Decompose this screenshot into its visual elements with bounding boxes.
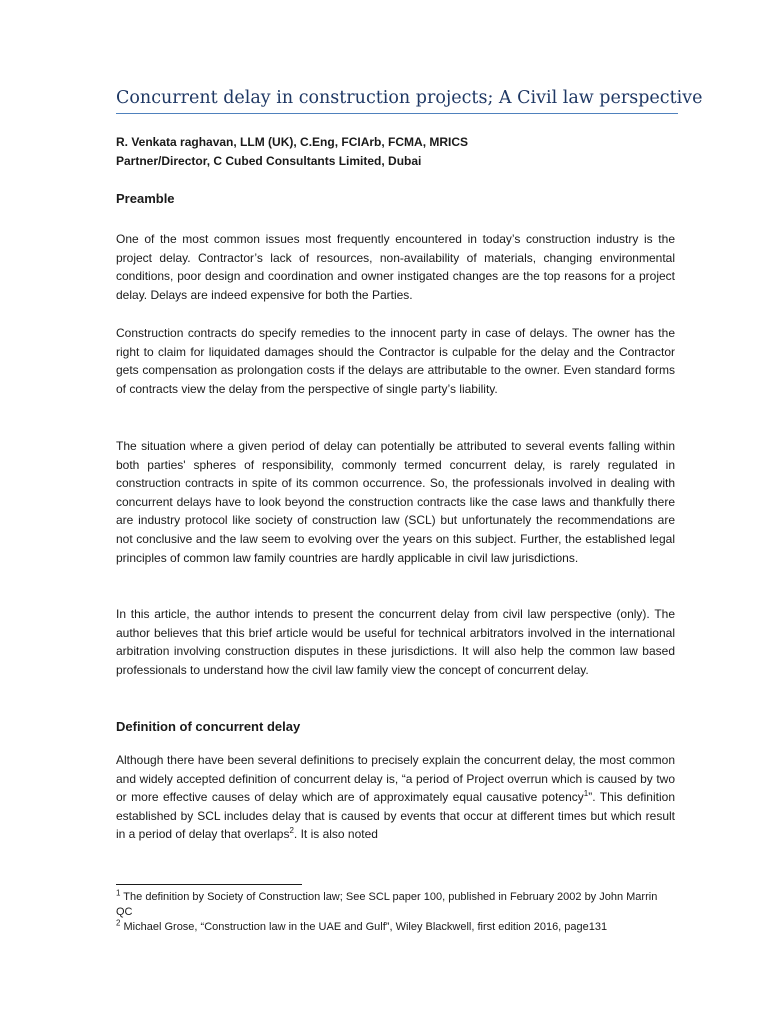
footnote-ref-2: 2 [289, 826, 294, 836]
footnote-separator [116, 884, 302, 885]
footnote-2 [116, 920, 676, 935]
definition-heading: Definition of concurrent delay [116, 719, 301, 734]
preamble-paragraph-3: The situation where a given period of delay can potentially be attributed to several events falling within both parties' spheres of responsibility, commonly termed concurrent delay, is rarely regulated in construction contracts in spite of its common occurrence. So, the professionals involved in dealing with concurrent delays have to look beyond the construction contracts like the case laws and thankfully there are industry protocol like society of construction law (SCL) but unfortunately the recommendations are not conclusive and the law seem to evolving over the years on this subject. Further, the established legal principles of common law family countries are hardly applicable in civil law jurisdictions. [116, 439, 675, 565]
author-affiliation: Partner/Director, C Cubed Consultants Limited, Dubai [116, 154, 422, 168]
definition-text-part-3: . It is also noted [293, 827, 378, 842]
definition-paragraph-1 [116, 751, 675, 844]
footnote-2-text: Michael Grose, “Construction law in the UAE and Gulf”, Wiley Blackwell, first edition 2016, page131 [120, 921, 608, 933]
footnote-1-text: The definition by Society of Construction law; See SCL paper 100, published in February 2002 by John Marrin QC [116, 891, 658, 918]
footnote-ref-1: 1 [583, 789, 589, 799]
preamble-heading: Preamble [116, 191, 175, 206]
author-credentials: R. Venkata raghavan, LLM (UK), C.Eng, FCIArb, FCMA, MRICS [116, 135, 469, 149]
document-title: Concurrent delay in construction projects; A Civil law perspective [116, 88, 703, 108]
preamble-paragraph-1: One of the most common issues most frequently encountered in today’s construction industry is the project delay. Contractor’s lack of resources, non-availability of materials, changing environmental conditions, poor design and coordination and owner instigated changes are the top reasons for a project delay. Delays are indeed expensive for both the Parties. [116, 232, 675, 302]
footnote-2-number: 2 [116, 918, 121, 928]
footnote-1-number: 1 [116, 888, 121, 898]
definition-text-part-2: ”. This definition established by SCL includes delay that is caused by events that occur at different times but which result in a period of delay that overlaps [116, 790, 675, 842]
preamble-paragraph-2: Construction contracts do specify remedies to the innocent party in case of delays. The owner has the right to claim for liquidated damages should the Contractor is culpable for the delay and the Contractor gets compensation as prolongation costs if the delays are attributable to the owner. Even standard forms of contracts view the delay from the perspective of single party’s liability. [116, 326, 675, 396]
definition-text-part-1: Although there have been several definitions to precisely explain the concurrent delay, the most common and widely accepted definition of concurrent delay is, “a period of Project overrun which is caused by two or more effective causes of delay which are of approximately equal causative potency [116, 753, 675, 805]
title-underline [116, 113, 678, 114]
preamble-paragraph-4: In this article, the author intends to present the concurrent delay from civil law perspective (only). The author believes that this brief article would be useful for technical arbitrators involved in the international arbitration involving construction disputes in these jurisdictions. It will also help the common law based professionals to understand how the civil law family view the concept of concurrent delay. [116, 607, 675, 677]
footnote-1 [116, 890, 676, 920]
